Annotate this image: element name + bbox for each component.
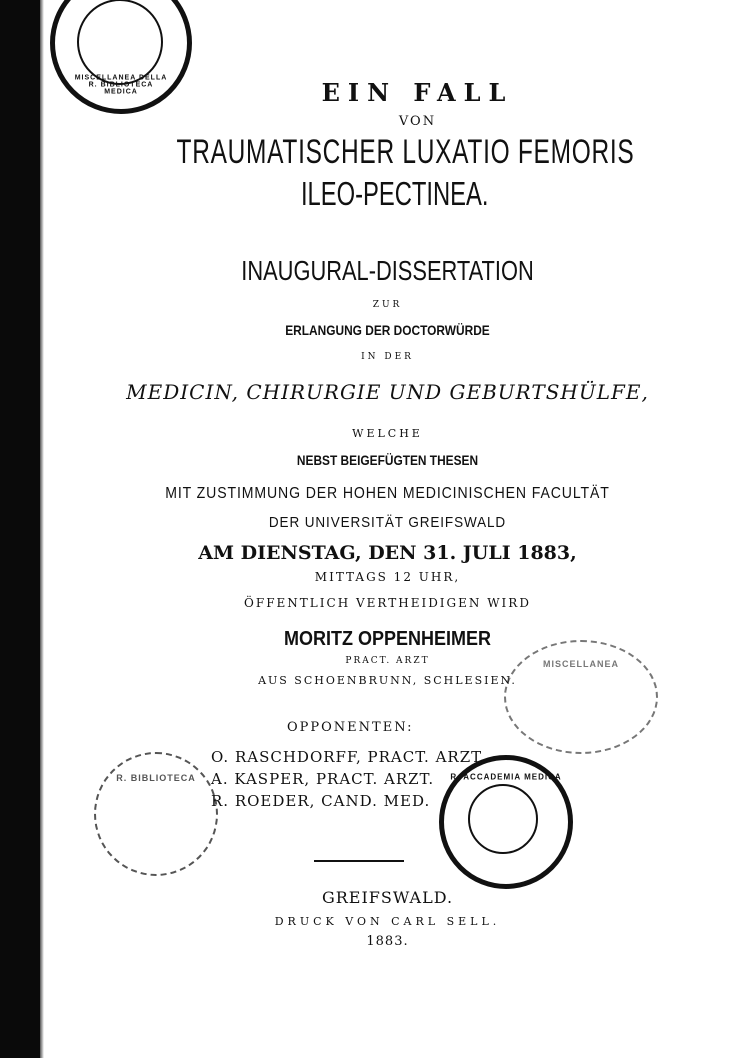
faint-stamp-left: R. BIBLIOTECA	[94, 752, 218, 876]
imprint-city: GREIFSWALD.	[321, 888, 454, 907]
separator-rule	[314, 860, 404, 862]
zur: ZUR	[372, 300, 403, 310]
title-von: VON	[398, 114, 437, 129]
date: AM DIENSTAG, DEN 31. JULI 1883,	[198, 542, 577, 564]
title-page	[44, 0, 731, 1058]
author-name: MORITZ OPPENHEIMER	[283, 628, 491, 650]
title-main: TRAUMATISCHER LUXATIO FEMORIS	[176, 133, 635, 171]
dissertation-heading: INAUGURAL-DISSERTATION	[241, 255, 534, 286]
faint-stamp-upper-right: MISCELLANEA	[504, 640, 658, 754]
theses: NEBST BEIGEFÜGTEN THESEN	[296, 452, 479, 468]
faculties: MEDICIN, CHIRURGIE UND GEBURTSHÜLFE,	[126, 380, 649, 404]
academy-stamp-right: R. ACCADEMIA MEDICA	[439, 755, 573, 889]
university: DER UNIVERSITÄT GREIFSWALD	[268, 514, 507, 531]
author-origin: AUS SCHOENBRUNN, SCHLESIEN.	[258, 674, 517, 687]
author-title: PRACT. ARZT	[345, 656, 430, 666]
book-spine	[0, 0, 40, 1058]
library-stamp-top-left: MISCELLANEA DELLA R. BIBLIOTECA MEDICA	[50, 0, 192, 114]
title-ileo-pectinea: ILEO-PECTINEA.	[300, 175, 489, 212]
opponent-1: O. RASCHDORFF, PRACT. ARZT.	[211, 748, 486, 766]
opponent-3: R. ROEDER, CAND. MED.	[211, 792, 431, 810]
in-der: IN DER	[361, 352, 414, 362]
defend: ÖFFENTLICH VERTHEIDIGEN WIRD	[244, 596, 531, 610]
purpose: ERLANGUNG DER DOCTORWÜRDE	[285, 322, 490, 338]
imprint-printer: DRUCK VON CARL SELL.	[274, 915, 501, 928]
welche: WELCHE	[352, 427, 423, 440]
opponents-heading: OPPONENTEN:	[287, 720, 414, 735]
opponent-2: A. KASPER, PRACT. ARZT.	[211, 770, 435, 788]
imprint-year: 1883.	[366, 934, 409, 949]
time: MITTAGS 12 UHR,	[314, 570, 461, 584]
title-ein-fall: EIN FALL	[321, 78, 514, 107]
consent: MIT ZUSTIMMUNG DER HOHEN MEDICINISCHEN FACULTÄT	[165, 485, 610, 502]
